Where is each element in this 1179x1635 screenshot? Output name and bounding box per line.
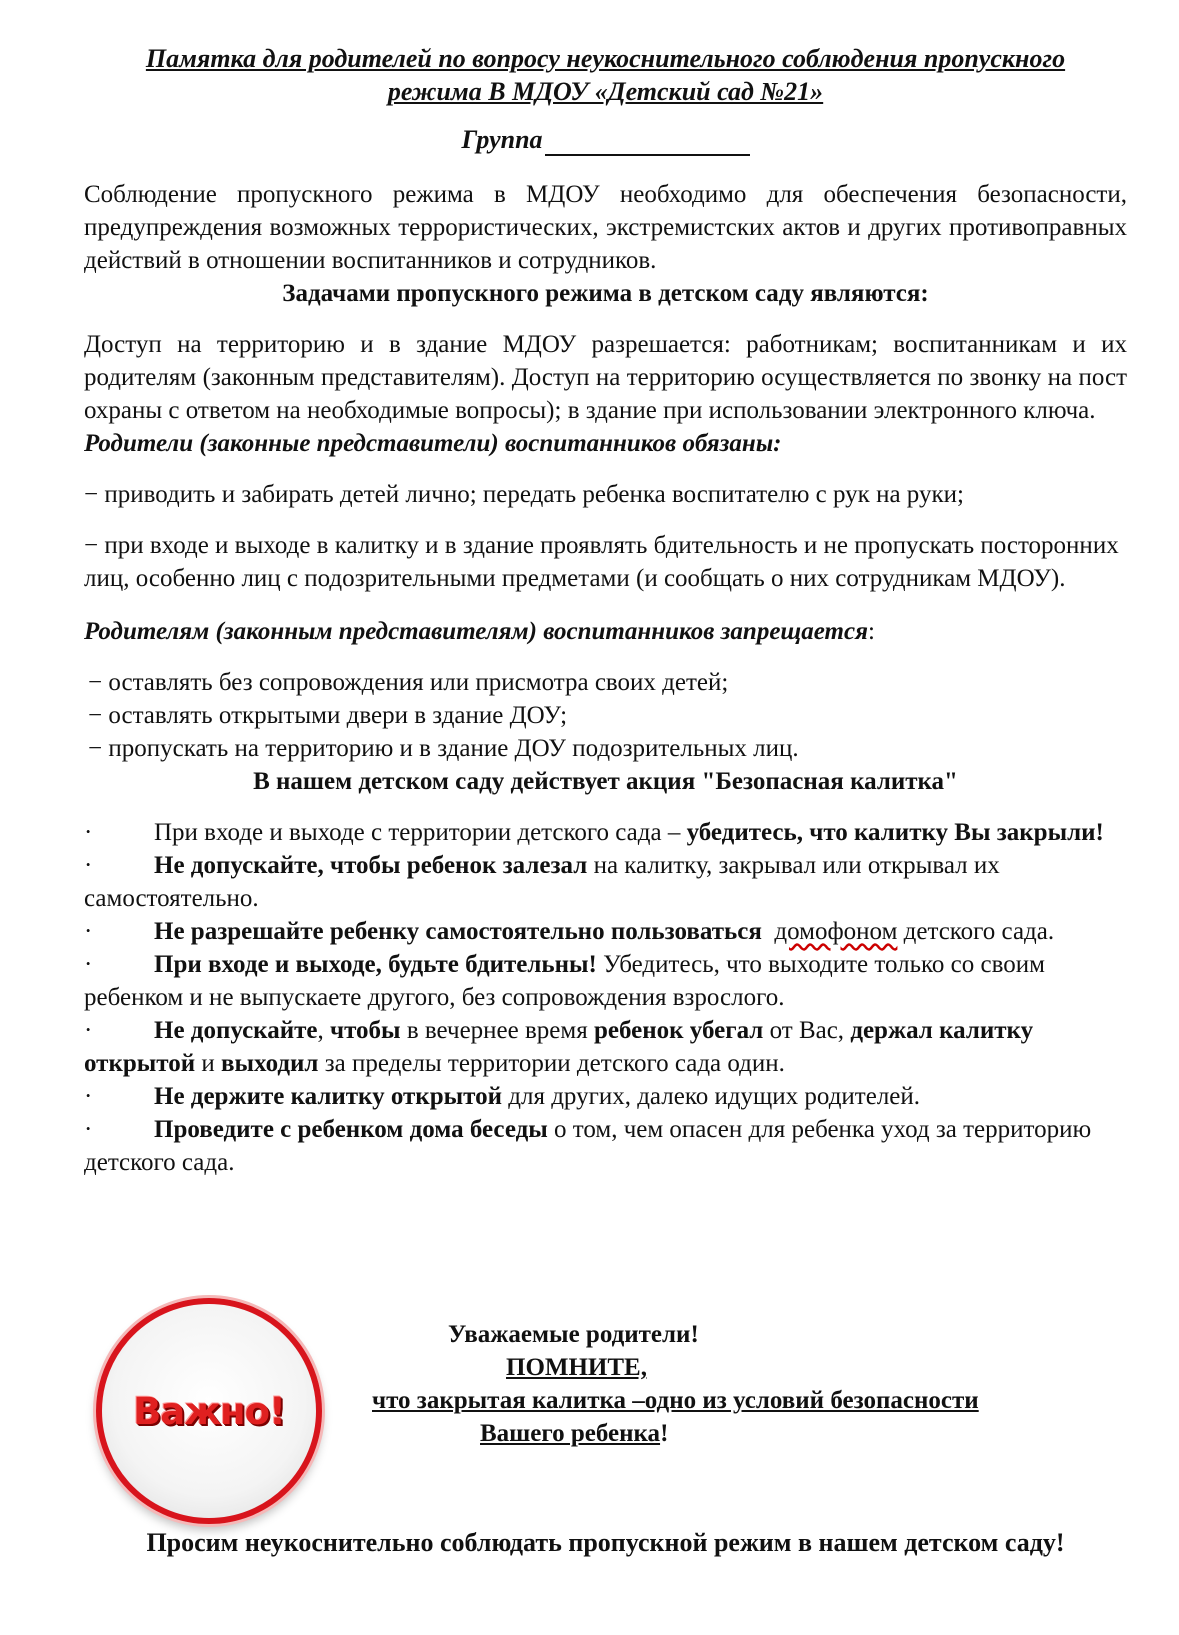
intercom-word: домофоном <box>774 918 898 945</box>
bullet-text: Убедитесь, что выходите только со своим ребенком и не выпускаете другого, без сопровождения взрослого. <box>84 951 1045 1011</box>
obliged-heading: Родители (законные представители) воспитанников обязаны: <box>84 430 782 457</box>
bullet-text: При входе и выходе с территории детского сада – <box>154 819 687 846</box>
campaign-bullet <box>84 948 1127 1014</box>
campaign-heading: В нашем детском саду действует акция "Безопасная калитка" <box>253 768 958 795</box>
footer-appeal: Просим неукоснительно соблюдать пропускной режим в нашем детском саду! <box>146 1528 1065 1557</box>
bullet-dot: · <box>84 918 93 945</box>
bullet-bold-text: Не допускайте <box>154 1017 318 1044</box>
bullet-text: от Вас, <box>763 1017 851 1044</box>
forbidden-colon: : <box>867 618 875 645</box>
bullet-dot: · <box>84 951 93 978</box>
bullet-dot: · <box>84 1017 93 1044</box>
document-page <box>84 42 1127 1557</box>
campaign-bullet <box>84 1113 1127 1179</box>
reminder-exclamation: ! <box>660 1420 669 1447</box>
bullet-dot: · <box>84 1116 93 1143</box>
campaign-bullet <box>84 1080 1127 1113</box>
campaign-bullets <box>84 816 1127 1179</box>
bullet-bold-text: ребенок убегал <box>593 1017 764 1044</box>
bullet-bold-text: Не допускайте, чтобы ребенок залезал <box>154 852 588 879</box>
bullet-text: и <box>195 1050 222 1077</box>
bullet-bold-text: При входе и выходе, будьте бдительны! <box>154 951 597 978</box>
bullet-dot: · <box>84 1083 93 1110</box>
campaign-bullet <box>84 849 1127 915</box>
bullet-bold-text: выходил <box>221 1050 319 1077</box>
reminder-remember: ПОМНИТЕ, <box>506 1354 647 1381</box>
reminder-statement: что закрытая калитка –одно из условий безопасности <box>372 1387 979 1414</box>
forbidden-item: − оставлять открытыми двери в здание ДОУ; <box>88 702 568 729</box>
bullet-dot: · <box>84 819 93 846</box>
obliged-item: − приводить и забирать детей лично; передать ребенка воспитателю с рук на руки; <box>84 481 964 508</box>
access-paragraph: Доступ на территорию и в здание МДОУ разрешается: работникам; воспитанникам и их родителям (законным представителям). Доступ на территорию осуществляется по звонку на пост охраны с ответом на необходимые вопросы); в здание при использовании электронного ключа. <box>84 331 1127 424</box>
bullet-text: на калитку, закрывал или открывал их самостоятельно. <box>84 852 1000 912</box>
campaign-bullet <box>84 816 1127 849</box>
bullet-text: детского сада. <box>897 918 1055 945</box>
important-badge-text: Важно! <box>133 1389 285 1433</box>
group-field <box>84 124 1127 156</box>
bullet-bold-text: держал калитку открытой <box>84 1017 1034 1077</box>
bullet-bold-text: Не держите калитку открытой <box>154 1083 502 1110</box>
reminder-statement-end <box>84 1417 1127 1450</box>
forbidden-item: − оставлять без сопровождения или присмотра своих детей; <box>88 669 729 696</box>
bullet-bold-text: чтобы <box>329 1017 401 1044</box>
campaign-bullet <box>84 915 1127 948</box>
bullet-text: , <box>317 1017 330 1044</box>
bullet-text: за пределы территории детского сада один. <box>318 1050 785 1077</box>
forbidden-item: − пропускать на территорию и в здание ДОУ подозрительных лиц. <box>88 735 799 762</box>
obliged-item: − при входе и выходе в калитку и в здание проявлять бдительность и не пропускать посторонних лиц, особенно лиц с подозрительными предметами (и сообщать о них сотрудникам МДОУ). <box>84 532 1119 592</box>
bullet-text: для других, далеко идущих родителей. <box>502 1083 921 1110</box>
intro-paragraph: Соблюдение пропускного режима в МДОУ необходимо для обеспечения безопасности, предупреждения возможных террористических, экстремистских актов и других противоправных действий в отношении воспитанников и сотрудников. <box>84 181 1127 274</box>
bullet-bold-text: убедитесь, что калитку Вы закрыли! <box>686 819 1104 846</box>
campaign-bullet <box>84 1014 1127 1080</box>
document-title-line1: Памятка для родителей по вопросу неукоснительного соблюдения пропускного <box>145 44 1066 73</box>
bullet-bold-text: Проведите с ребенком дома беседы <box>154 1116 548 1143</box>
forbidden-heading: Родителям (законным представителям) воспитанников запрещается <box>84 618 868 645</box>
reminder-block <box>84 1318 1127 1450</box>
bullet-text: в вечернее время <box>400 1017 594 1044</box>
document-title-line2: режима В МДОУ «Детский сад №21» <box>387 77 824 106</box>
bullet-bold-text: Не разрешайте ребенку самостоятельно пользоваться <box>154 918 762 945</box>
forbidden-heading-line <box>84 615 1127 648</box>
forbidden-list <box>84 666 1127 765</box>
bullet-text: о том, чем опасен для ребенка уход за территорию детского сада. <box>84 1116 1092 1176</box>
reminder-child-text: Вашего ребенка <box>480 1420 661 1447</box>
reminder-greeting: Уважаемые родители! <box>448 1321 699 1348</box>
group-label: Группа <box>461 125 543 154</box>
tasks-heading: Задачами пропускного режима в детском саду являются: <box>282 280 929 307</box>
group-blank-line <box>545 130 750 156</box>
bullet-dot: · <box>84 852 93 879</box>
